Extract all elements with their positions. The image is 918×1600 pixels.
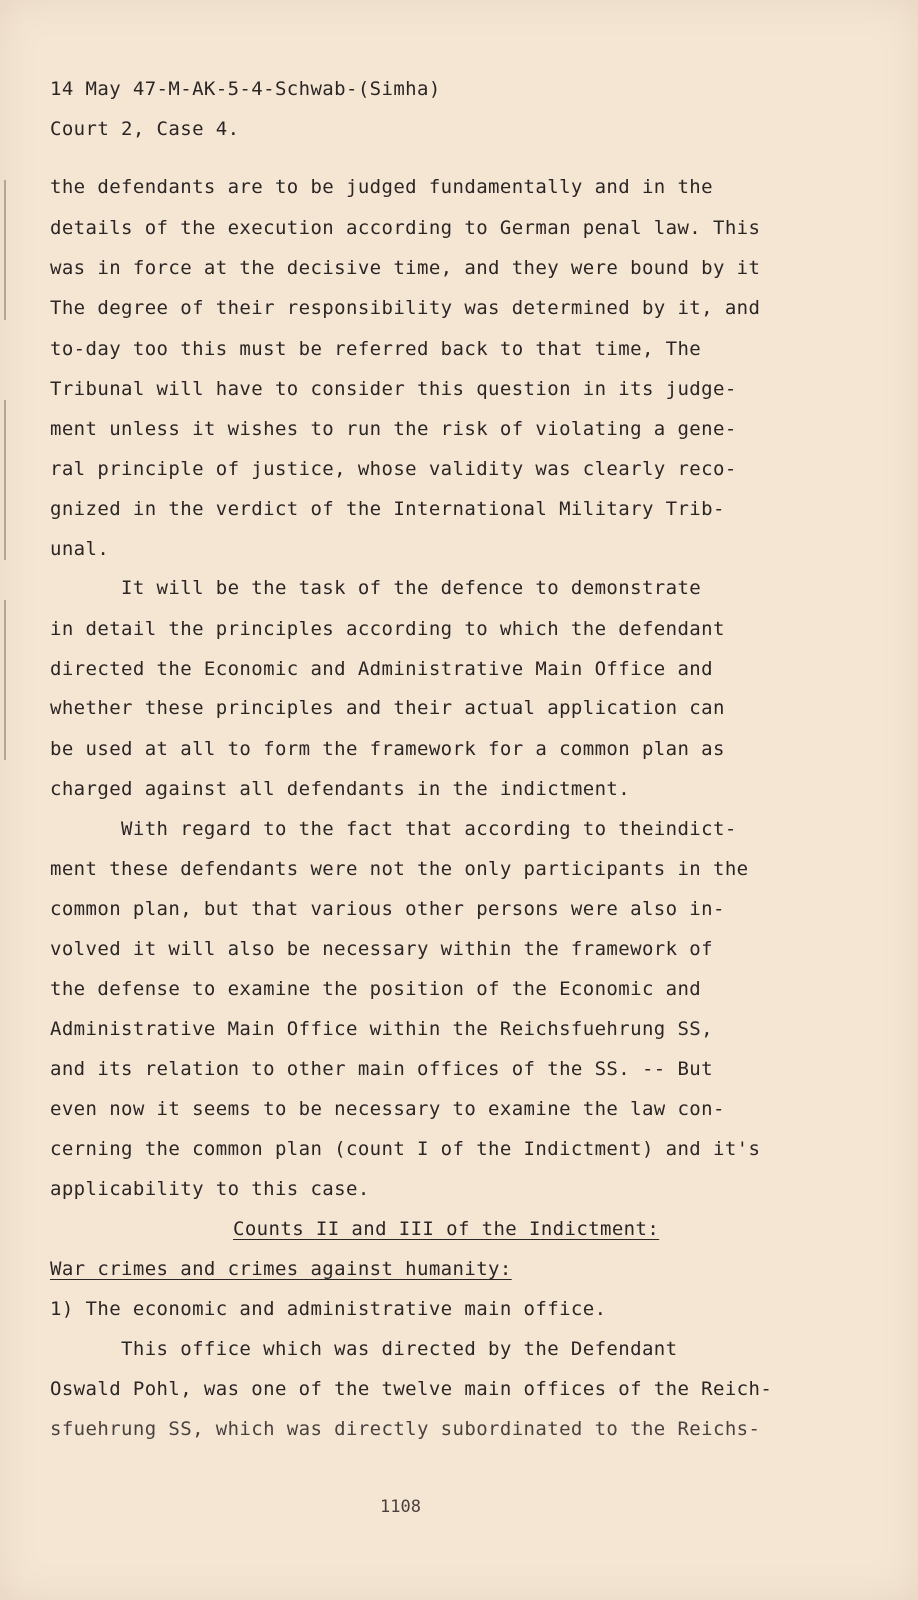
header-court: Court 2, Case 4. — [50, 118, 240, 140]
body-line: directed the Economic and Administrative Main Office and — [50, 658, 713, 680]
body-line: even now it seems to be necessary to examine the law con- — [50, 1098, 725, 1120]
body-line: Administrative Main Office within the Reichsfuehrung SS, — [50, 1018, 713, 1040]
body-line: With regard to the fact that according to theindict- — [50, 818, 737, 840]
body-line: The degree of their responsibility was determined by it, and — [50, 297, 761, 319]
body-line: was in force at the decisive time, and they were bound by it — [50, 257, 761, 279]
header-reference: 14 May 47-M-AK-5-4-Schwab-(Simha) — [50, 78, 441, 100]
body-line: details of the execution according to German penal law. This — [50, 217, 761, 239]
body-line: in detail the principles according to which the defendant — [50, 618, 725, 640]
body-line: It will be the task of the defence to demonstrate — [50, 577, 702, 599]
body-line: unal. — [50, 538, 110, 560]
item-heading: 1) The economic and administrative main office. — [50, 1298, 607, 1320]
body-line: Tribunal will have to consider this question in its judge- — [50, 378, 737, 400]
body-line: gnized in the verdict of the International Military Trib- — [50, 498, 725, 520]
body-line: and its relation to other main offices of the SS. -- But — [50, 1058, 713, 1080]
body-line: charged against all defendants in the indictment. — [50, 778, 631, 800]
body-line: cerning the common plan (count I of the Indictment) and it's — [50, 1138, 761, 1160]
left-edge-mark — [4, 400, 6, 560]
body-line: This office which was directed by the Defendant — [50, 1338, 678, 1360]
body-line: volved it will also be necessary within the framework of — [50, 938, 713, 960]
body-line: Oswald Pohl, was one of the twelve main offices of the Reich- — [50, 1378, 773, 1400]
body-line: be used at all to form the framework for a common plan as — [50, 738, 725, 760]
body-line: whether these principles and their actual application can — [50, 697, 725, 719]
body-line: sfuehrung SS, which was directly subordinated to the Reichs- — [50, 1418, 761, 1440]
body-line: applicability to this case. — [50, 1178, 370, 1200]
section-subheading: War crimes and crimes against humanity: — [50, 1258, 512, 1280]
body-line: the defense to examine the position of the Economic and — [50, 978, 702, 1000]
left-edge-mark — [4, 180, 6, 320]
body-line: to-day too this must be referred back to that time, The — [50, 338, 702, 360]
page-number: 1108 — [380, 1497, 421, 1517]
body-line: the defendants are to be judged fundamentally and in the — [50, 176, 713, 198]
body-line: common plan, but that various other persons were also in- — [50, 898, 725, 920]
body-line: ral principle of justice, whose validity was clearly reco- — [50, 458, 737, 480]
body-line: ment unless it wishes to run the risk of violating a gene- — [50, 418, 737, 440]
body-line: ment these defendants were not the only participants in the — [50, 858, 749, 880]
section-heading: Counts II and III of the Indictment: — [233, 1218, 660, 1240]
left-edge-mark — [4, 600, 6, 760]
